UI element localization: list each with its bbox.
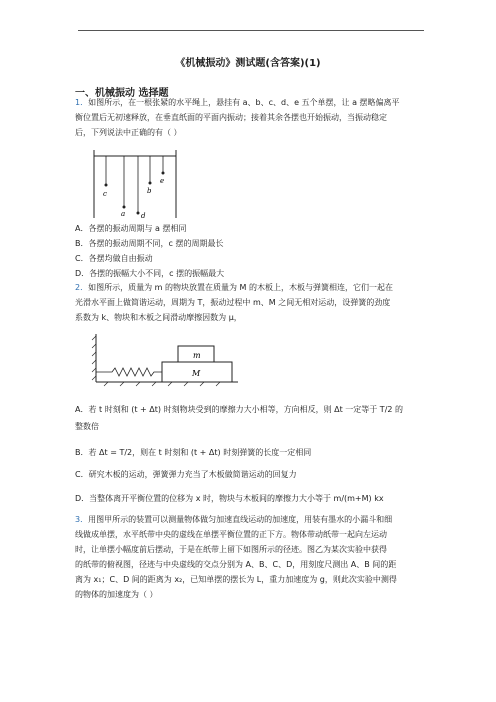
q1-option-d[interactable]: D．各摆的振幅大小不同，c 摆的振幅最大 [75,269,225,278]
q2-option-c[interactable]: C．研究木板的运动，弹簧弹力充当了木板做简谐运动的回复力 [75,470,297,479]
q2-line1: 2．如图所示，质量为 m 的物块放置在质量为 M 的木板上，木板与弹簧相连，它们一起在 [75,283,393,292]
pendulum-label-b: b [147,187,152,195]
q3-line2: 线做成单摆，水平纸带中央的虚线在单摆平衡位置的正下方。物体带动纸带一起向左运动 [75,530,387,539]
pendulum-label-e: e [160,177,165,185]
q2-option-a-cont: 整数倍 [75,422,99,431]
q3-line4: 的纸带的俯视图，径迹与中央虚线的交点分别为 A、B、C、D，用刻度尺测出 A、B 间的距 [75,560,397,569]
q2-spring-block-figure [90,330,240,390]
q3-line3: 时，让单摆小幅度前后摆动，于是在纸带上留下如图所示的径迹。图乙为某次实验中获得 [75,545,387,554]
q2-option-b[interactable]: B．若 Δt = T/2，则在 t 时刻和 (t + Δt) 时刻弹簧的长度一定相同 [75,448,312,457]
q1-option-a[interactable]: A．各摆的振动周期与 a 摆相同 [75,224,187,233]
q1-option-c[interactable]: C．各摆均做自由振动 [75,254,153,263]
block-label-m: m [193,351,201,360]
q3-line6: 的物体的加速度为（ ） [75,590,158,599]
q1-line2: 衡位置后无初速释放，在垂直纸面的平面内振动；接着其余各摆也开始振动，当振动稳定 [75,113,387,122]
q2-option-a[interactable]: A．若 t 时刻和 (t + Δt) 时刻物块受到的摩擦力大小相等，方向相反，则 Δt 一定等于 T/2 的 [75,405,404,414]
section-heading: 一、机械振动 选择题 [75,88,169,99]
q2-option-d[interactable]: D．当整体离开平衡位置的位移为 x 时，物块与木板间的摩擦力大小等于 m/(m+M) kx [75,494,384,503]
board-label-M: M [192,369,201,378]
pendulum-label-c: c [103,190,107,198]
pendulum-label-a: a [121,210,126,218]
q2-line2: 光滑水平面上做简谐运动，周期为 T，振动过程中 m、M 之间无相对运动，设弹簧的劲度 [75,298,391,307]
q1-line3: 后，下列说法中正确的有（ ） [75,128,182,137]
q1-pendulum-figure [90,148,180,218]
q3-line1: 3．用图甲所示的装置可以测量物体做匀加速直线运动的加速度，用装有墨水的小漏斗和细 [75,515,393,524]
q1-number: 1． [75,98,89,107]
q1-line1: 1．如图所示，在一根张紧的水平绳上，悬挂有 a、b、c、d、e 五个单摆，让 a 摆略偏离平 [75,98,400,107]
q3-number: 3． [75,515,89,524]
page-title: 《机械振动》测试题(含答案)(1) [175,58,321,69]
q1-option-b[interactable]: B．各摆的振动周期不同，c 摆的周期最长 [75,239,224,248]
q2-number: 2． [75,283,89,292]
q3-line5: 离为 x₁；C、D 间的距离为 x₂，已知单摆的摆长为 L，重力加速度为 g，则此次实验中测得 [75,575,397,584]
header-rule [78,30,424,31]
pendulum-label-d: d [141,212,146,218]
q2-line3: 系数为 k、物块和木板之间滑动摩擦因数为 μ， [75,313,242,322]
